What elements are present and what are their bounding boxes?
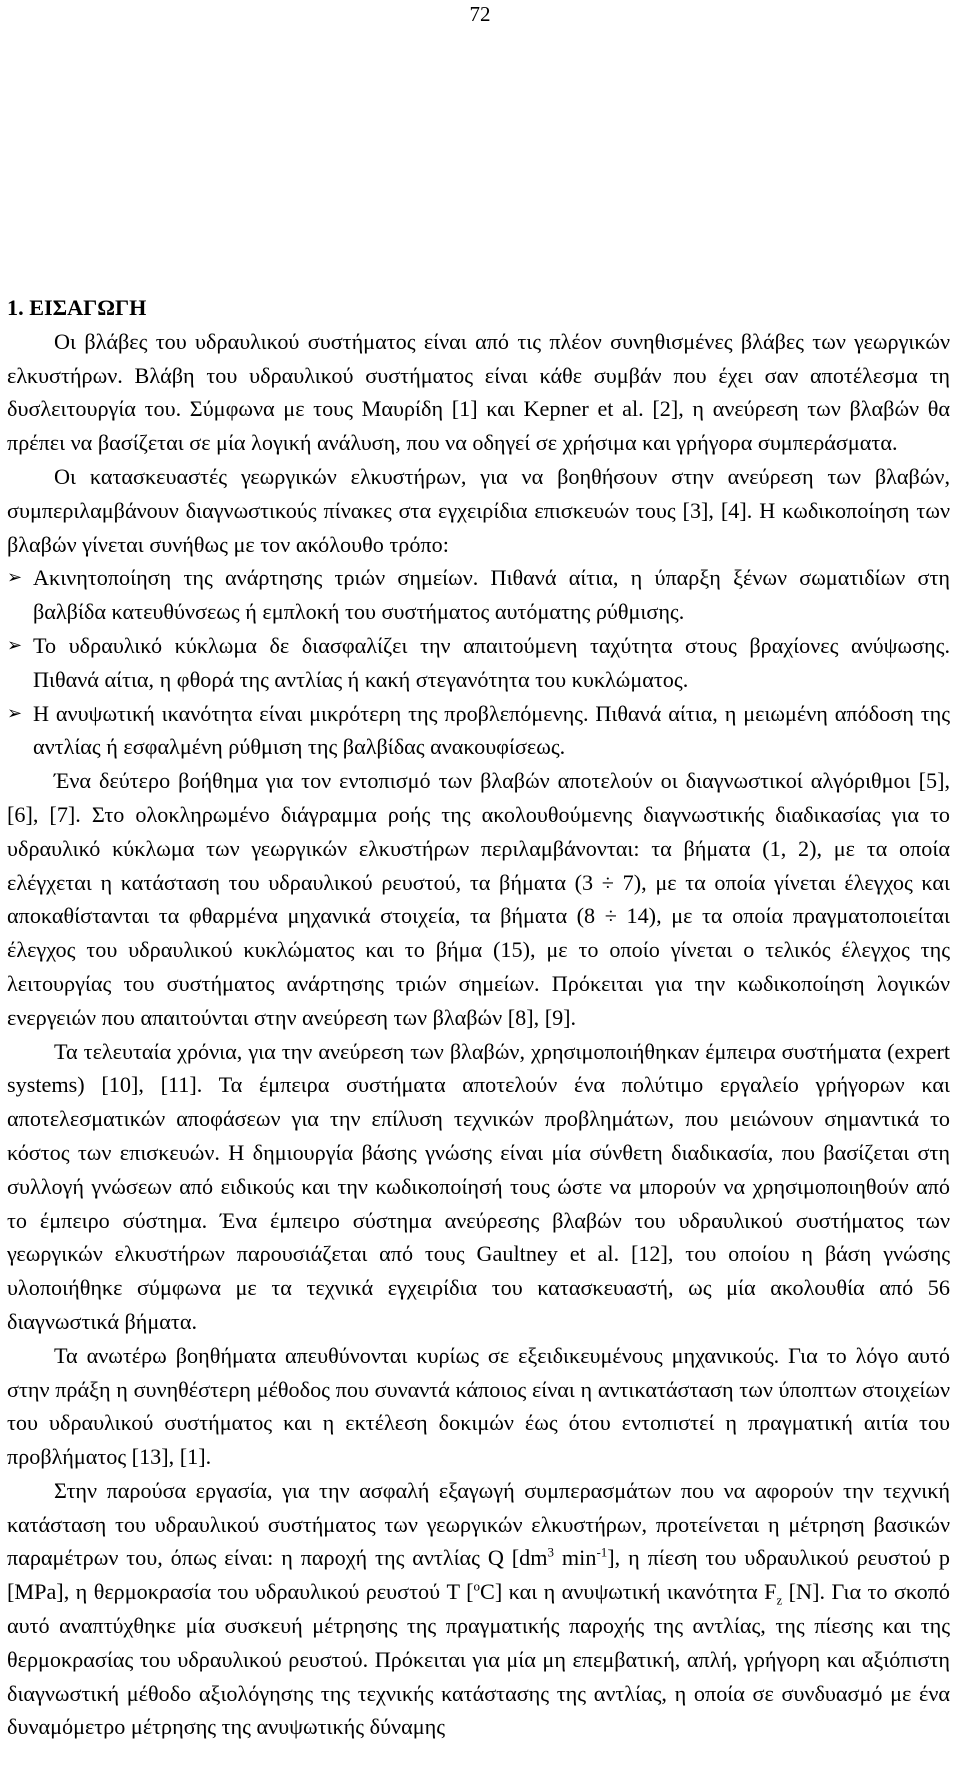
superscript: o (473, 1578, 481, 1594)
paragraph: Τα ανωτέρω βοηθήματα απευθύνονται κυρίως σε εξειδικευμένους μηχανικούς. Για το λόγο αυτό στην πράξη η συνηθέστερη μέθοδος που συναντά κάποιος είναι η αντικατάσταση των ύποπτων στοιχείων του υδραυλικού συστήματος και η εκτέλεση δοκιμών έως ότου εντοπιστεί η πραγματική αιτία του προβλήματος [13], [1]. (7, 1342, 950, 1470)
superscript: -1 (596, 1545, 608, 1561)
subscript: z (776, 1592, 783, 1608)
arrow-bullet-icon: ➢ (7, 567, 23, 588)
bullet-item (7, 561, 950, 629)
arrow-bullet-icon: ➢ (7, 702, 23, 723)
paragraph-text: C] και η ανυψωτική ικανότητα F (480, 1579, 777, 1605)
arrow-bullet-icon: ➢ (7, 634, 23, 655)
bullet-text: Η ανυψωτική ικανότητα είναι μικρότερη της προβλεπόμενης. Πιθανά αίτια, η μειωμένη απόδοση της αντλίας ή εσφαλμένη ρύθμιση της βαλβίδας ανακουφίσεως. (33, 700, 950, 760)
paragraph: Οι βλάβες του υδραυλικού συστήματος είναι από τις πλέον συνηθισμένες βλάβες των γεωργικών ελκυστήρων. Βλάβη του υδραυλικού συστήματος είναι κάθε συμβάν που έχει σαν αποτέλεσμα τη δυσλειτουργία του. Σύμφωνα με τους Μαυρίδη [1] και Kepner et al. [2], η ανεύρεση των βλαβών θα πρέπει να βασίζεται σε μία λογική ανάλυση, που να οδηγεί σε χρήσιμα και γρήγορα συμπεράσματα. (7, 328, 950, 456)
document-body (7, 291, 950, 1744)
paragraph: Τα τελευταία χρόνια, για την ανεύρεση των βλαβών, χρησιμοποιήθηκαν έμπειρα συστήματα (expert systems) [10], [11]. Τα έμπειρα συστήματα αποτελούν ένα πολύτιμο εργαλείο γρήγορων και αποτελεσματικών αποφάσεων για την επίλυση τεχνικών προβλημάτων, που μειώνουν σημαντικά το κόστος των επισκευών. Η δημιουργία βάσης γνώσης είναι μία σύνθετη διαδικασία, που βασίζεται στη συλλογή γνώσεων από ειδικούς και την κωδικοποίησή τους ώστε να μπορούν να χρησιμοποιηθούν από το έμπειρο σύστημα. Ένα έμπειρο σύστημα ανεύρεσης βλαβών του υδραυλικού συστήματος των γεωργικών ελκυστήρων παρουσιάζεται από τους Gaultney et al. [12], του οποίου η βάση γνώσης υλοποιήθηκε σύμφωνα με τα τεχνικά εγχειρίδια του κατασκευαστή, ως μία ακολουθία από 56 διαγνωστικά βήματα. (7, 1038, 950, 1334)
paragraph: Οι κατασκευαστές γεωργικών ελκυστήρων, για να βοηθήσουν στην ανεύρεση των βλαβών, συμπεριλαμβάνουν διαγνωστικούς πίνακες στα εγχειρίδια επισκευών τους [3], [4]. Η κωδικοποίηση των βλαβών γίνεται συνήθως με τον ακόλουθο τρόπο: (7, 463, 950, 557)
bullet-text: Ακινητοποίηση της ανάρτησης τριών σημείων. Πιθανά αίτια, η ύπαρξη ξένων σωματιδίων στη βαλβίδα κατευθύνσεως ή εμπλοκή του συστήματος αυτόματης ρύθμισης. (33, 565, 950, 625)
paragraph-text: Στην παρούσα εργασία, για την ασφαλή εξαγωγή συμπερασμάτων που να αφορούν την τεχνική κατάσταση του υδραυλικού συστήματος των γεωργικών ελκυστήρων, προτείνεται η μέτρηση βασικών παραμέτρων του, όπως είναι: η παροχή της αντλίας Q [dm (7, 1477, 950, 1571)
paragraph-text: [N]. Για το σκοπό αυτό αναπτύχθηκε μία συσκευή μέτρησης της πραγματικής παροχής της αντλίας, της πίεσης και της θερμοκρασίας του υδραυλικού ρευστού. Πρόκειται για μία μη επεμβατική, απλή, γρήγορη και αξιόπιστη διαγνωστική μέθοδο αξιολόγησης της τεχνικής κατάστασης της αντλίας, η οποία σε συνδυασμό με ένα δυναμόμετρο μέτρησης της ανυψωτικής δύναμης (7, 1579, 950, 1740)
paragraph: Ένα δεύτερο βοήθημα για τον εντοπισμό των βλαβών αποτελούν οι διαγνωστικοί αλγόριθμοι [5], [6], [7]. Στο ολοκληρωμένο διάγραμμα ροής της ακολουθούμενης διαγνωστικής διαδικασίας για το υδραυλικό κύκλωμα των γεωργικών ελκυστήρων περιλαμβάνονται: τα βήματα (1, 2), με τα οποία ελέγχεται η κατάσταση του υδραυλικού ρευστού, τα βήματα (3 ÷ 7), με τα οποία γίνεται έλεγχος και αποκαθίστανται τα φθαρμένα μηχανικά στοιχεία, τα βήματα (8 ÷ 14), με τα οποία πραγματοποιείται έλεγχος του υδραυλικού κυκλώματος και το βήμα (15), με το οποίο γίνεται ο τελικός έλεγχος της λειτουργίας του συστήματος ανάρτησης τριών σημείων. Πρόκειται για την κωδικοποίηση λογικών ενεργειών που απαιτούνται στην ανεύρεση των βλαβών [8], [9]. (7, 768, 950, 1030)
superscript: 3 (547, 1545, 555, 1561)
paragraph-text: min (554, 1545, 597, 1571)
page-number: 72 (469, 2, 491, 26)
section-heading: 1. ΕΙΣΑΓΩΓΗ (7, 295, 147, 320)
bullet-item (7, 629, 950, 697)
paragraph-text: ], η πίεση του υδραυλικού ρευστού p [MPa], η θερμοκρασία του υδραυλικού ρευστού T [ (7, 1545, 950, 1605)
bullet-item (7, 697, 950, 765)
paragraph (7, 1474, 950, 1744)
bullet-text: Το υδραυλικό κύκλωμα δε διασφαλίζει την απαιτούμενη ταχύτητα στους βραχίονες ανύψωσης. Πιθανά αίτια, η φθορά της αντλίας ή κακή στεγανότητα του κυκλώματος. (33, 632, 950, 692)
